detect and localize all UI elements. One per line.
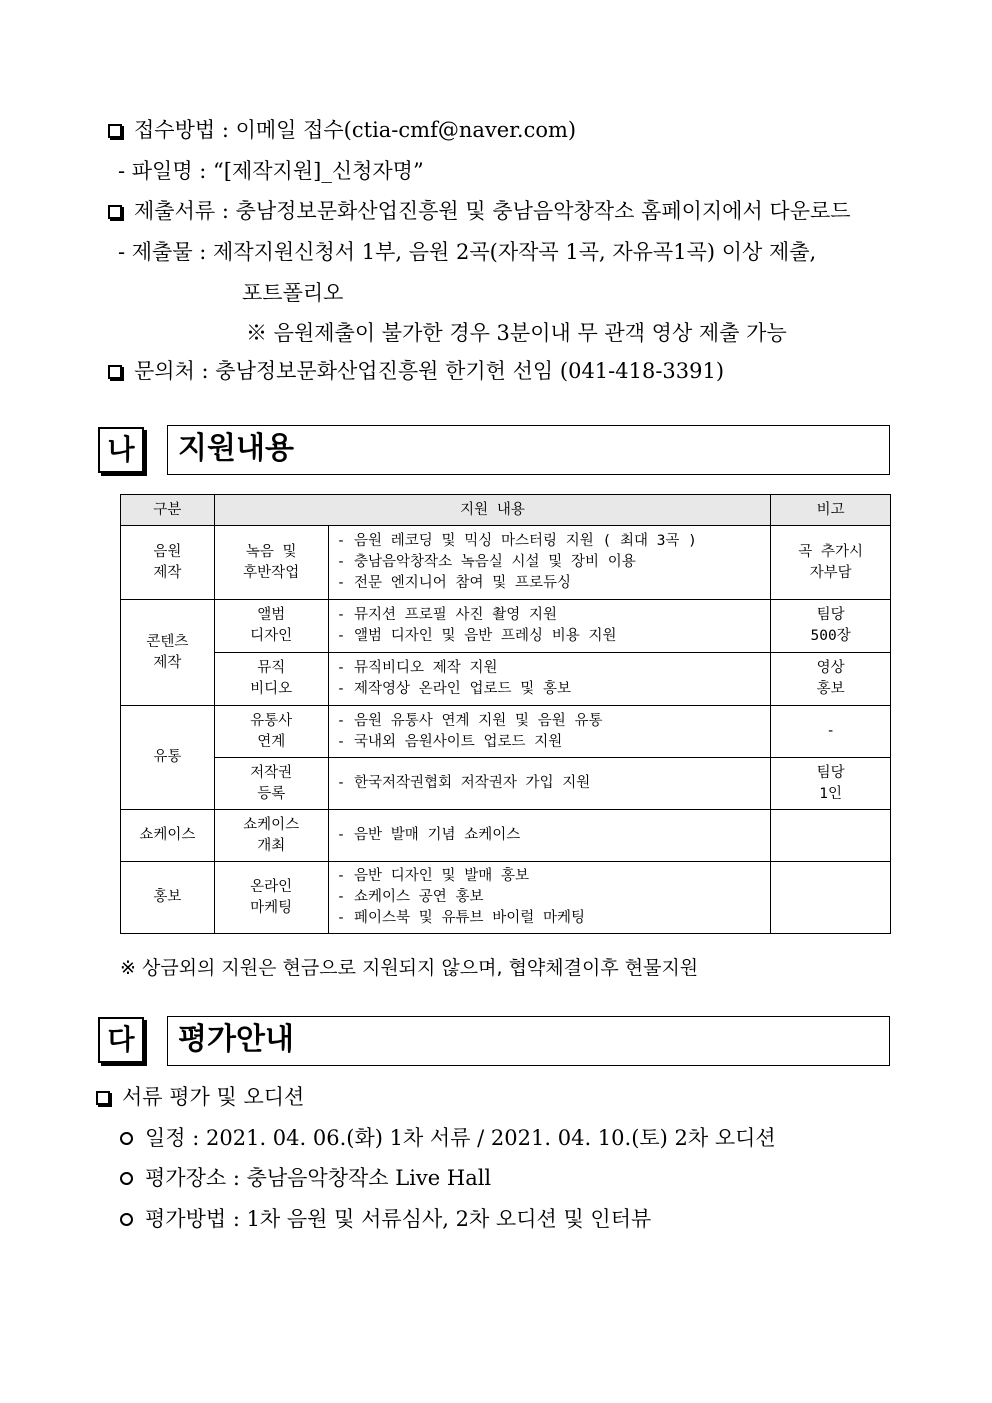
items-cell: - 음반 디자인 및 발매 홍보 - 쇼케이스 공연 홍보 - 페이스북 및 유튜브 바이럴 마케팅 [328,862,771,934]
sub-cell: 녹음 및 후반작업 [214,526,328,600]
items-cell: - 음원 유통사 연계 지원 및 음원 유통 - 국내외 음원사이트 업로드 지원 [328,706,771,758]
table-row [121,758,891,810]
note-cell [771,862,891,934]
note-cell: 팀당 500장 [771,600,891,653]
table-footnote: ※ 상금외의 지원은 현금으로 지원되지 않으며, 협약체결이후 현물지원 [120,957,699,979]
table-header-row [121,495,891,526]
note-cell: 팀당 1인 [771,758,891,810]
table-row [121,600,891,653]
header-note: 비고 [771,495,891,526]
checkbox-bullet-icon [96,1091,110,1105]
sub-cell: 앨범 디자인 [214,600,328,653]
table-row [121,526,891,600]
sub-cell: 유통사 연계 [214,706,328,758]
items-cell: - 뮤지션 프로필 사진 촬영 지원 - 앨범 디자인 및 음반 프레싱 비용 지원 [328,600,771,653]
note-cell [771,810,891,862]
items-cell: - 음원 레코딩 및 믹싱 마스터링 지원 ( 최대 3곡 ) - 충남음악창작소 녹음실 시설 및 장비 이용 - 전문 엔지니어 참여 및 프로듀싱 [328,526,771,600]
note-cell: 곡 추가시 자부담 [771,526,891,600]
filename-line: - 파일명 : “[제작지원]_신청자명” [118,159,424,183]
checkbox-bullet-icon [108,205,122,219]
group-cell: 홍보 [121,862,215,934]
section-na-letter: 나 [98,427,144,473]
section-da-title: 평가안내 [167,1016,890,1066]
section-na-title: 지원내용 [167,425,890,475]
sub-cell: 저작권 등록 [214,758,328,810]
header-content: 지원 내용 [214,495,770,526]
submission-continued: 포트폴리오 [242,281,344,305]
items-cell: - 음반 발매 기념 쇼케이스 [328,810,771,862]
items-cell: - 뮤직비디오 제작 지원 - 제작영상 온라인 업로드 및 홍보 [328,653,771,706]
table-row [121,706,891,758]
note-cell: 영상 홍보 [771,653,891,706]
sub-cell: 쇼케이스 개최 [214,810,328,862]
evaluation-schedule: 일정 : 2021. 04. 06.(화) 1차 서류 / 2021. 04. 10.(토) 2차 오디션 [120,1124,776,1152]
items-cell: - 한국저작권협회 저작권자 가입 지원 [328,758,771,810]
submission-line: - 제출물 : 제작지원신청서 1부, 음원 2곡(자작곡 1곡, 자유곡1곡) 이상 제출, [118,240,817,264]
circle-bullet-icon [120,1213,133,1226]
header-category: 구분 [121,495,215,526]
sub-cell: 뮤직 비디오 [214,653,328,706]
table-row [121,653,891,706]
checkbox-bullet-icon [108,124,122,138]
group-cell: 콘텐츠 제작 [121,600,215,706]
table-row [121,862,891,934]
support-table [120,494,891,934]
note-cell: - [771,706,891,758]
circle-bullet-icon [120,1172,133,1185]
checkbox-bullet-icon [108,365,122,379]
group-cell: 유통 [121,706,215,810]
contact-line: 문의처 : 충남정보문화산업진흥원 한기헌 선임 (041-418-3391) [108,357,724,385]
submission-note: ※ 음원제출이 불가한 경우 3분이내 무 관객 영상 제출 가능 [246,321,787,345]
group-cell: 음원 제작 [121,526,215,600]
evaluation-method: 평가방법 : 1차 음원 및 서류심사, 2차 오디션 및 인터뷰 [120,1205,651,1233]
circle-bullet-icon [120,1132,133,1145]
documents-line: 제출서류 : 충남정보문화산업진흥원 및 충남음악창작소 홈페이지에서 다운로드 [108,197,851,225]
table-row [121,810,891,862]
group-cell: 쇼케이스 [121,810,215,862]
reception-line: 접수방법 : 이메일 접수(ctia-cmf@naver.com) [108,116,576,144]
evaluation-place: 평가장소 : 충남음악창작소 Live Hall [120,1164,491,1192]
evaluation-heading: 서류 평가 및 오디션 [96,1083,304,1111]
section-da-letter: 다 [98,1017,144,1063]
sub-cell: 온라인 마케팅 [214,862,328,934]
